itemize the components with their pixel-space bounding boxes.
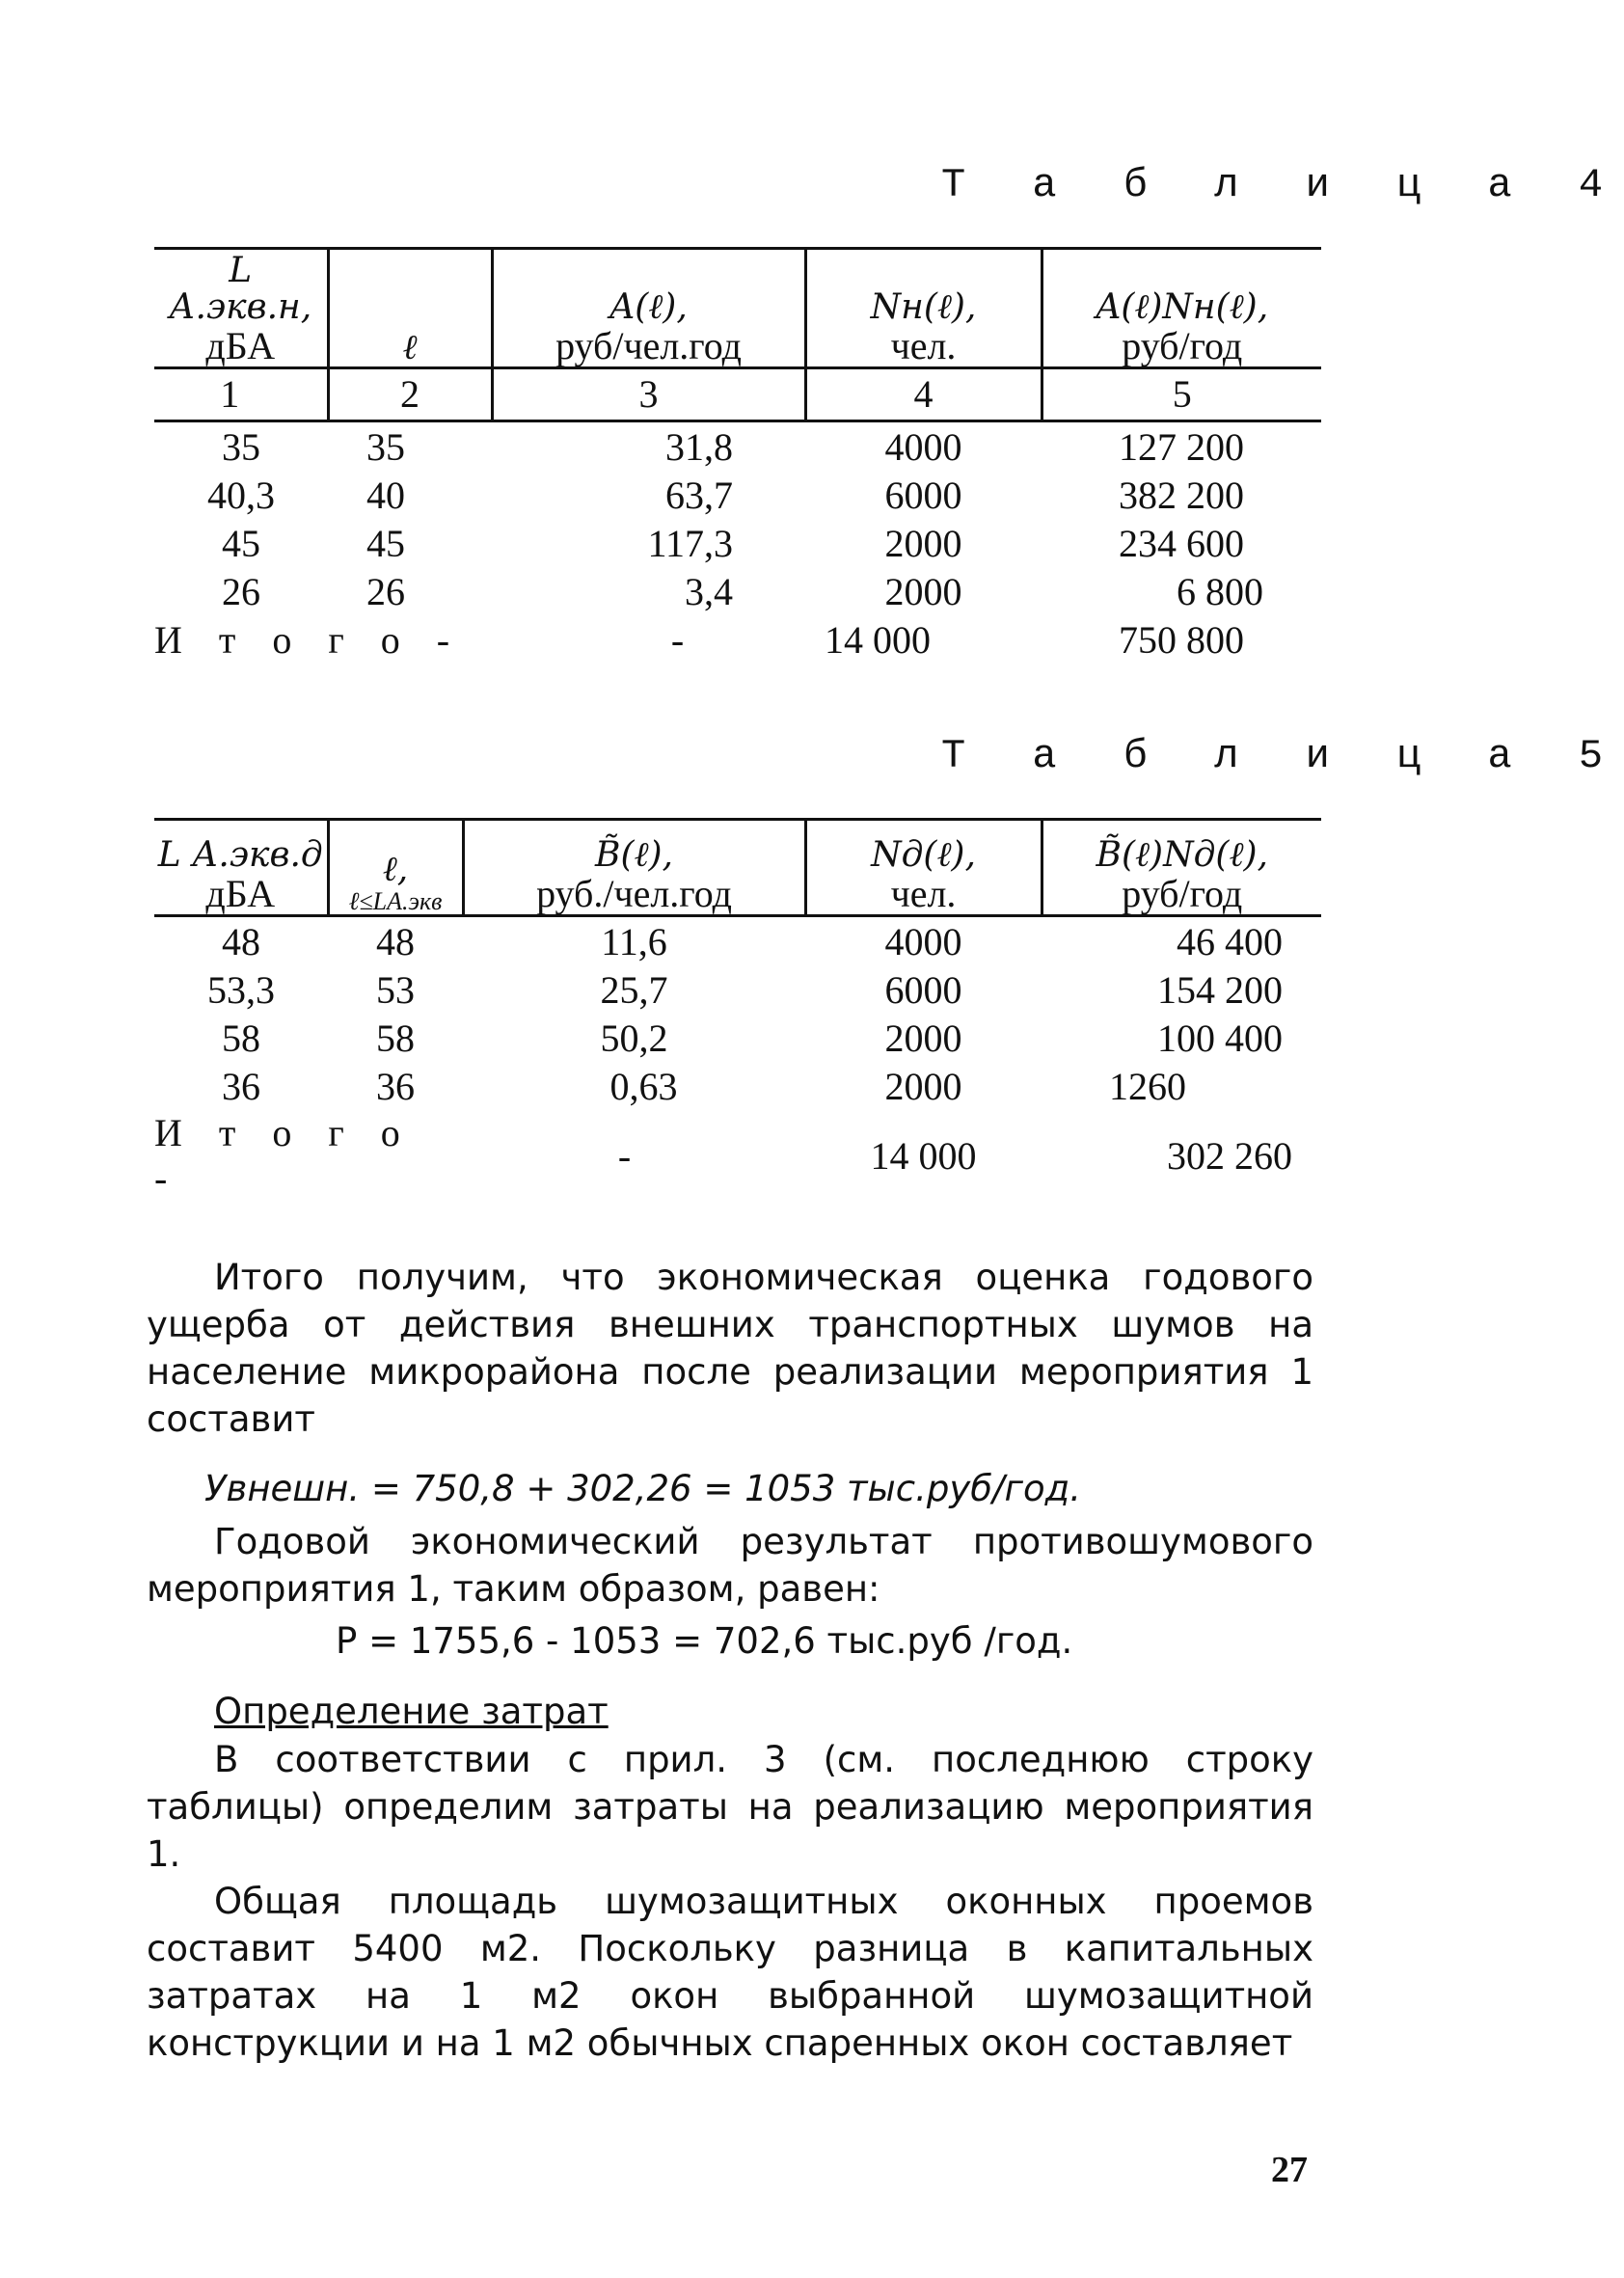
table4-header-people: Nн(ℓ), чел.: [805, 249, 1042, 368]
table-cell: 0,63: [609, 1064, 678, 1108]
table5-caption: Т а б л и ц а 5: [941, 733, 1624, 779]
table-cell: 127 200: [1119, 424, 1244, 469]
table-cell: 26: [222, 569, 260, 613]
table-row: [154, 519, 1321, 567]
table-cell: 53,3: [207, 967, 275, 1012]
table-cell: 58: [376, 1016, 415, 1060]
table5-header-level: L А.экв.д дБА: [154, 820, 328, 916]
table-cell: 35: [366, 424, 405, 469]
table4-header-cost: A(ℓ), руб/чел.год: [492, 249, 805, 368]
table-cell: 46 400: [1177, 919, 1283, 963]
section-heading-costs: Определение затрат: [214, 1691, 609, 1732]
table-cell: 58: [222, 1016, 260, 1060]
table-cell: 35: [222, 424, 260, 469]
table4-header-total: A(ℓ)Nн(ℓ), руб/год: [1042, 249, 1321, 368]
table-row: [154, 916, 1321, 966]
table5: [154, 818, 1321, 1201]
table4-header-l: ℓ: [328, 249, 492, 368]
table-cell: 31,8: [665, 424, 733, 469]
table4-colnum: 5: [1042, 368, 1321, 421]
table4-colnum: 3: [492, 368, 805, 421]
table-cell: 2000: [884, 1064, 962, 1108]
total-dash: -: [617, 1133, 632, 1178]
table-cell: 45: [222, 521, 260, 565]
table-row: [154, 567, 1321, 615]
table5-header-people: Nд(ℓ), чел.: [805, 820, 1042, 916]
paragraph-costs: В соответствии с прил. 3 (см. последнюю строку таблицы) определим затраты на реализацию мероприятия 1.: [147, 1739, 1313, 1875]
table-row: [154, 1014, 1321, 1062]
table-total-row: [154, 1110, 1321, 1201]
total-label: И т о г о -: [154, 1111, 414, 1200]
table-row: [154, 965, 1321, 1014]
table-cell: 48: [222, 919, 260, 963]
table5-header-total: B̃(ℓ)Nд(ℓ), руб/год: [1042, 820, 1321, 916]
table-cell: 6000: [884, 473, 962, 517]
total-sum: 750 800: [1119, 617, 1244, 662]
table-cell: 26: [366, 569, 405, 613]
table-cell: 45: [366, 521, 405, 565]
table-cell: 2000: [884, 1016, 962, 1060]
table-row: [154, 421, 1321, 472]
table-cell: 63,7: [665, 473, 733, 517]
total-count: 14 000: [825, 617, 931, 662]
formula-external-damage: Увнешн. = 750,8 + 302,26 = 1053 тыс.руб/год.: [204, 1468, 1081, 1509]
table-cell: 36: [222, 1064, 260, 1108]
table-cell: 48: [376, 919, 415, 963]
table-cell: 3,4: [685, 569, 733, 613]
paragraph-damage-estimate: Итого получим, что экономическая оценка годового ущерба от действия внешних транспортных шумов на население микрорайона после реализации мероприятия 1 составит: [147, 1257, 1313, 1440]
table-cell: 382 200: [1119, 473, 1244, 517]
total-count: 14 000: [870, 1133, 977, 1178]
table-cell: 40,3: [207, 473, 275, 517]
table-cell: 2000: [884, 569, 962, 613]
total-dash: -: [670, 617, 685, 662]
table-cell: 53: [376, 967, 415, 1012]
table-cell: 234 600: [1119, 521, 1244, 565]
paragraph-annual-result: Годовой экономический результат противошумового мероприятия 1, таким образом, равен:: [147, 1521, 1313, 1610]
table-cell: 100 400: [1157, 1016, 1283, 1060]
table-cell: 1260: [1109, 1064, 1186, 1108]
table5-header-l: ℓ, ℓ≤LА.экв: [328, 820, 463, 916]
formula-result: Р = 1755,6 - 1053 = 702,6 тыс.руб /год.: [336, 1620, 1073, 1662]
table4-colnum: 4: [805, 368, 1042, 421]
table4-header-level: L А.экв.н, дБА: [154, 249, 328, 368]
table-cell: 25,7: [600, 967, 668, 1012]
table-cell: 6 800: [1177, 569, 1263, 613]
table4-colnum: 2: [328, 368, 492, 421]
table-cell: 11,6: [601, 919, 667, 963]
table-row: [154, 1062, 1321, 1110]
table-cell: 117,3: [647, 521, 733, 565]
table4-colnum: 1: [154, 368, 328, 421]
table-cell: 154 200: [1157, 967, 1283, 1012]
table-cell: 4000: [884, 424, 962, 469]
table4-caption: Т а б л и ц а 4: [941, 162, 1624, 208]
table-cell: 36: [376, 1064, 415, 1108]
table-cell: 2000: [884, 521, 962, 565]
table-cell: 6000: [884, 967, 962, 1012]
table4: [154, 247, 1321, 664]
page-number: 27: [1271, 2150, 1308, 2190]
table-cell: 50,2: [600, 1016, 668, 1060]
table-total-row: [154, 615, 1321, 664]
table-cell: 4000: [884, 919, 962, 963]
table-row: [154, 471, 1321, 519]
paragraph-window-area: Общая площадь шумозащитных оконных проемов составит 5400 м2. Поскольку разница в капитальных затратах на 1 м2 окон выбранной шумозащитной конструкции и на 1 м2 обычных спаренных окон составляет: [147, 1881, 1313, 2064]
total-sum: 302 260: [1167, 1133, 1292, 1178]
table5-header-cost: B̃(ℓ), руб./чел.год: [463, 820, 805, 916]
total-label: И т о г о -: [154, 617, 464, 662]
table-cell: 40: [366, 473, 405, 517]
